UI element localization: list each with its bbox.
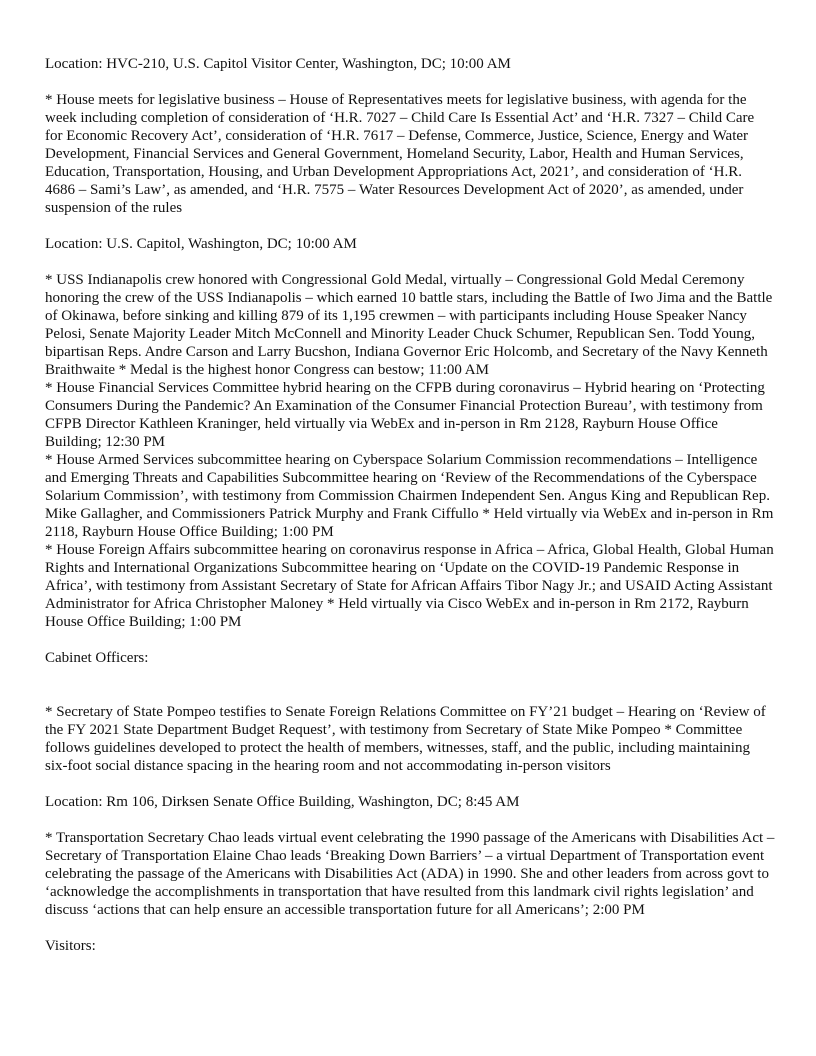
item-chao-event: * Transportation Secretary Chao leads virtual event celebrating the 1990 passage of the Americans with Disabilities Act – Secretary of Transportation Elaine Chao leads ‘Breaking Down Barriers’ – a virtual Department of Transportation event celebrating the passage of the Americans with Disabilities Act (ADA) in 1990. She and other leaders from across govt to ‘acknowledge the accomplishments in transportation that have resulted from this landmark civil rights legislation’ and discuss ‘actions that can help ensure an accessible transportation future for all Americans’; 2:00 PM — [45, 830, 775, 918]
section-heading-cabinet-officers: Cabinet Officers: — [45, 650, 149, 666]
item-pompeo-testimony: * Secretary of State Pompeo testifies to Senate Foreign Relations Committee on FY’21 budget – Hearing on ‘Review of the FY 2021 State Department Budget Request’, with testimony from Secretary of State Mike Pompeo * Committee follows guidelines developed to protect the health of members, witnesses, staff, and the public, including maintaining six-foot social distance spacing in the hearing room and not accommodating in-person visitors — [45, 704, 766, 774]
section-heading-visitors: Visitors: — [45, 938, 96, 954]
spacer — [45, 775, 775, 793]
location-us-capitol: Location: U.S. Capitol, Washington, DC; 10:00 AM — [45, 236, 357, 252]
spacer — [45, 811, 775, 829]
spacer — [45, 631, 775, 649]
item-uss-indianapolis: * USS Indianapolis crew honored with Congressional Gold Medal, virtually – Congressional Gold Medal Ceremony honoring the crew of the USS Indianapolis – which earned 10 battle stars, including the Battle of Iwo Jima and the Battle of Okinawa, before sinking and killing 879 of its 1,195 crewmen – with participants including House Speaker Nancy Pelosi, Senate Majority Leader Mitch McConnell and Minority Leader Chuck Schumer, Republican Sen. Todd Young, bipartisan Reps. Andre Carson and Larry Bucshon, Indiana Governor Eric Holcomb, and Secretary of the Navy Kenneth Braithwaite * Medal is the highest honor Congress can bestow; 11:00 AM — [45, 272, 773, 378]
spacer — [45, 73, 775, 91]
item-house-legislative-business: * House meets for legislative business – House of Representatives meets for legislative business, with agenda for the week including completion of consideration of ‘H.R. 7027 – Child Care Is Essential Act’ and ‘H.R. 7327 – Child Care for Economic Recovery Act’, consideration of ‘H.R. 7617 – Defense, Commerce, Justice, Science, Energy and Water Development, Financial Services and General Government, Homeland Security, Labor, Health and Human Services, Education, Transportation, Housing, and Urban Development Appropriations Act, 2021’, and consideration of ‘H.R. 4686 – Sami’s Law’, as amended, and ‘H.R. 7575 – Water Resources Development Act of 2020’, as amended, under suspension of the rules — [45, 92, 755, 216]
location-dirksen: Location: Rm 106, Dirksen Senate Office Building, Washington, DC; 8:45 AM — [45, 794, 520, 810]
item-financial-services-hearing: * House Financial Services Committee hybrid hearing on the CFPB during coronavirus – Hybrid hearing on ‘Protecting Consumers During the Pandemic? An Examination of the Consumer Financial Protection Bureau’, with testimony from CFPB Director Kathleen Kraninger, held virtually via WebEx and in-person in Rm 2128, Rayburn House Office Building; 12:30 PM — [45, 380, 765, 450]
item-foreign-affairs-hearing: * House Foreign Affairs subcommittee hearing on coronavirus response in Africa – Africa, Global Health, Global Human Rights and International Organizations Subcommittee hearing on ‘Update on the COVID-19 Pandemic Response in Africa’, with testimony from Assistant Secretary of State for African Affairs Tibor Nagy Jr.; and USAID Acting Assistant Administrator for Africa Christopher Maloney * Held virtually via Cisco WebEx and in-person in Rm 2172, Rayburn House Office Building; 1:00 PM — [45, 542, 774, 630]
location-capitol-visitor-center: Location: HVC-210, U.S. Capitol Visitor Center, Washington, DC; 10:00 AM — [45, 56, 511, 72]
item-armed-services-hearing: * House Armed Services subcommittee hearing on Cyberspace Solarium Commission recommendations – Intelligence and Emerging Threats and Capabilities Subcommittee hearing on ‘Review of the Recommendations of the Cyberspace Solarium Commission’, with testimony from Commission Chairmen Independent Sen. Angus King and Republican Rep. Mike Gallagher, and Commissioners Patrick Murphy and Frank Ciffullo * Held virtually via WebEx and in-person in Rm 2118, Rayburn House Office Building; 1:00 PM — [45, 452, 774, 540]
spacer — [45, 217, 775, 235]
document-body — [45, 55, 775, 955]
spacer — [45, 919, 775, 937]
spacer — [45, 667, 775, 703]
spacer — [45, 253, 775, 271]
